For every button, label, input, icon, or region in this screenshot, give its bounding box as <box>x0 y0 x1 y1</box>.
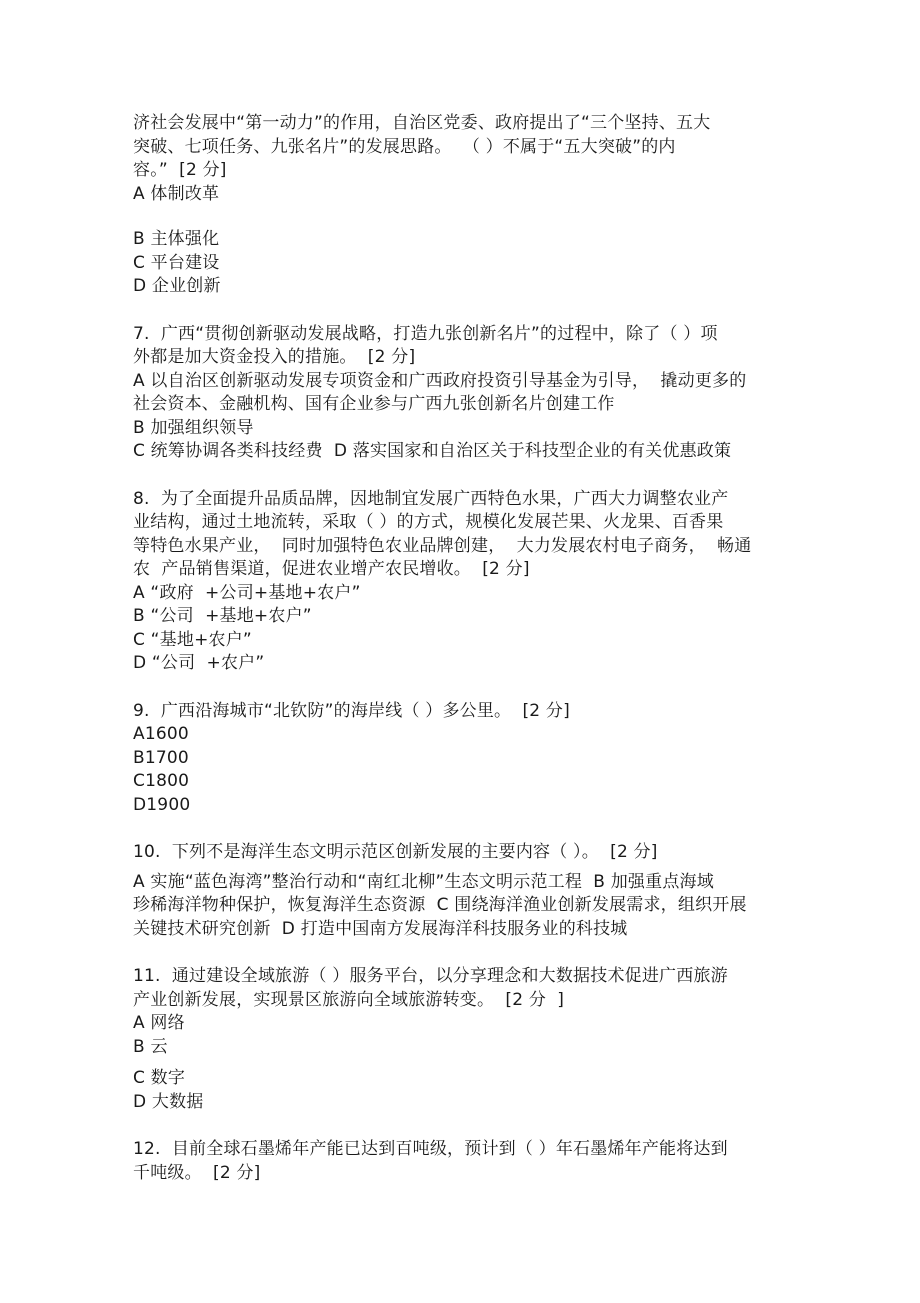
option-b: B1700 <box>133 747 189 768</box>
option-d: D1900 <box>133 794 191 815</box>
option-b: B 主体强化 <box>133 229 220 249</box>
question-stem-line: 千吨级。 [2 分] <box>133 1162 261 1183</box>
question-stem-line: 12. 目前全球石墨烯年产能已达到百吨级，预计到（ ）年石墨烯年产能将达到 <box>133 1139 728 1159</box>
option-a: A 以自治区创新驱动发展专项资金和广西政府投资引导基金为引导， 撬动更多的 <box>133 370 747 391</box>
options-line: 关键技术研究创新 D 打造中国南方发展海洋科技服务业的科技城 <box>133 918 628 939</box>
option-b: B 云 <box>133 1036 168 1057</box>
question-stem-line: 10. 下列不是海洋生态文明示范区创新发展的主要内容（ ）。 [2 分] <box>133 842 658 862</box>
question-12 <box>133 1138 793 1185</box>
option-c: C 平台建设 <box>133 252 220 273</box>
options-line: A 实施“蓝色海湾”整治行动和“南红北柳”生态文明示范工程 B 加强重点海域 <box>133 871 714 892</box>
option-c: C1800 <box>133 771 190 791</box>
option-a: A 体制改革 <box>133 183 220 204</box>
option-d: D 企业创新 <box>133 276 221 296</box>
option-b: B “公司 +基地+农户” <box>133 606 312 626</box>
option-a: A “政府 +公司+基地+农户” <box>133 582 361 603</box>
option-c-d: C 统筹协调各类科技经费 D 落实国家和自治区关于科技型企业的有关优惠政策 <box>133 441 732 461</box>
question-stem-line: 农 产品销售渠道，促进农业增产农民增收。 [2 分] <box>133 559 530 579</box>
option-a: A1600 <box>133 724 189 744</box>
option-c: C “基地+农户” <box>133 629 252 650</box>
options-line: 珍稀海洋物种保护，恢复海洋生态资源 C 围绕海洋渔业创新发展需求，组织开展 <box>133 895 747 915</box>
question-stem-line: 11. 通过建设全域旅游（ ）服务平台，以分享理念和大数据技术促进广西旅游 <box>133 966 728 986</box>
option-d: D “公司 +农户” <box>133 653 265 673</box>
question-stem-line: 8. 为了全面提升品质品牌，因地制宜发展广西特色水果，广西大力调整农业产 <box>133 488 729 509</box>
question-stem-line: 外都是加大资金投入的措施。 [2 分] <box>133 347 416 367</box>
question-stem-line: 突破、七项任务、九张名片”的发展思路。 （ ）不属于“五大突破”的内 <box>133 136 676 157</box>
question-stem-line: 产业创新发展，实现景区旅游向全域旅游转变。 [2 分 ] <box>133 989 565 1010</box>
question-7 <box>133 323 793 464</box>
question-stem-line: 济社会发展中“第一动力”的作用，自治区党委、政府提出了“三个坚持、五大 <box>133 113 711 133</box>
question-9 <box>133 700 793 818</box>
option-b: B 加强组织领导 <box>133 417 254 438</box>
question-10 <box>133 841 793 941</box>
question-8 <box>133 488 793 676</box>
option-c: C 数字 <box>133 1068 186 1088</box>
question-stem-line: 等特色水果产业， 同时加强特色农业品牌创建， 大力发展农村电子商务， 畅通 <box>133 535 752 556</box>
option-a-continued: 社会资本、金融机构、国有企业参与广西九张创新名片创建工作 <box>133 394 615 414</box>
question-stem-line: 9. 广西沿海城市“北钦防”的海岸线（ ）多公里。 [2 分] <box>133 700 570 721</box>
option-a: A 网络 <box>133 1013 185 1033</box>
question-stem-line: 7. 广西“贯彻创新驱动发展战略，打造九张创新名片”的过程中，除了（ ）项 <box>133 323 718 344</box>
question-stem-line: 业结构，通过土地流转，采取（ ）的方式，规模化发展芒果、火龙果、百香果 <box>133 512 724 532</box>
document-page <box>133 112 793 1185</box>
option-d: D 大数据 <box>133 1091 204 1112</box>
question-stem-line: 容。” [2 分] <box>133 160 227 180</box>
question-11 <box>133 965 793 1114</box>
question-6 <box>133 112 793 299</box>
